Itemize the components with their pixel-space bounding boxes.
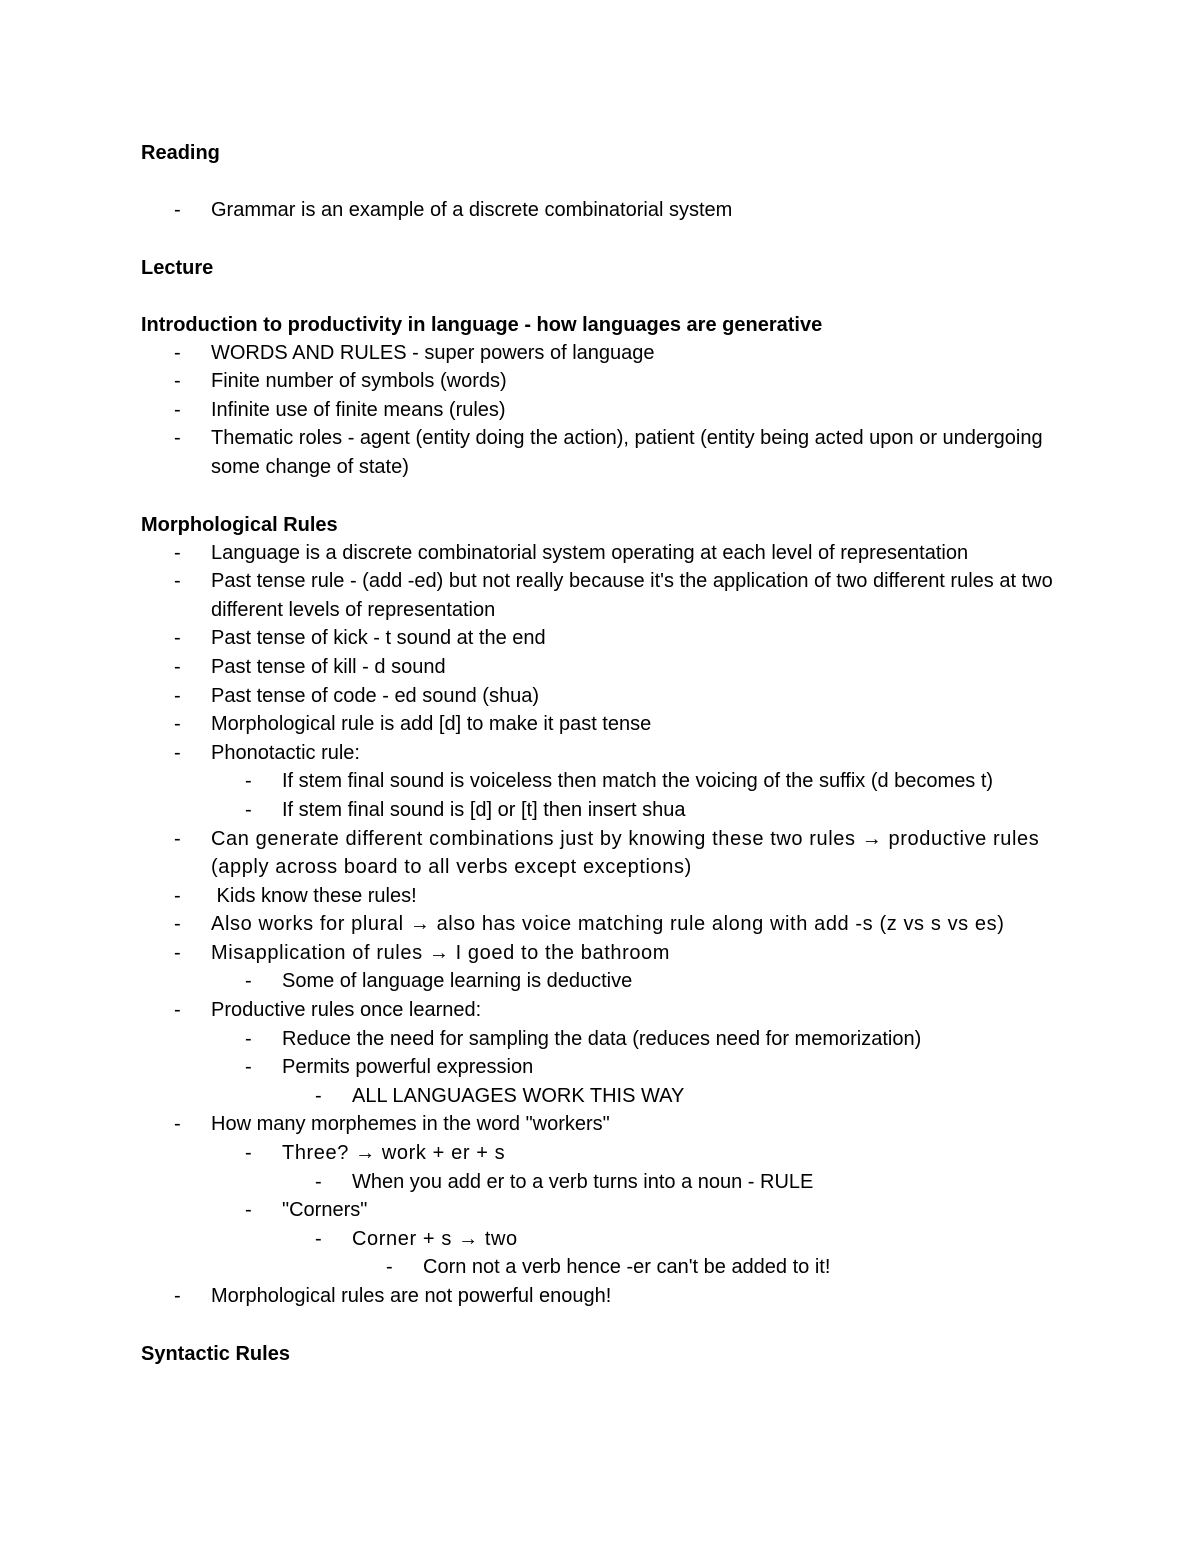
- list-item: - Productive rules once learned:: [174, 999, 482, 1022]
- list-item: - Finite number of symbols (words): [174, 370, 507, 393]
- list-item: - Misapplication of rules → I goed to the bathroom: [174, 941, 671, 964]
- list-item: - Corner + s → two: [315, 1227, 518, 1250]
- list-item: - ALL LANGUAGES WORK THIS WAY: [315, 1084, 685, 1107]
- list-item: - Kids know these rules!: [174, 884, 417, 907]
- heading-intro: Introduction to productivity in language - how languages are generative: [141, 313, 823, 336]
- heading-lecture: Lecture: [141, 256, 214, 279]
- list-item: - If stem final sound is voiceless then match the voicing of the suffix (d becomes t): [245, 770, 994, 793]
- list-item: - Can generate different combinations just by knowing these two rules → productive rules (apply across board to all verbs except exceptions): [174, 827, 1040, 879]
- list-item: - WORDS AND RULES - super powers of language: [174, 341, 655, 364]
- document-page: [141, 139, 1071, 1368]
- list-item: - Thematic roles - agent (entity doing the action), patient (entity being acted upon or undergoing some change of state): [174, 427, 1043, 478]
- list-item: - Phonotactic rule:: [174, 741, 360, 764]
- list-item: - Reduce the need for sampling the data (reduces need for memorization): [245, 1027, 922, 1050]
- list-item: - Three? → work + er + s: [245, 1142, 506, 1165]
- heading-reading: Reading: [141, 142, 220, 164]
- list-item: - Grammar is an example of a discrete combinatorial system: [174, 199, 733, 221]
- list-item: - Past tense rule - (add -ed) but not really because it's the application of two different rules at two different levels of representation: [174, 570, 1053, 621]
- list-item: - "Corners": [245, 1199, 368, 1222]
- heading-syntactic-rules: Syntactic Rules: [141, 1342, 290, 1365]
- list-item: - Infinite use of finite means (rules): [174, 398, 506, 421]
- list-item: - When you add er to a verb turns into a noun - RULE: [315, 1170, 814, 1193]
- list-item: - If stem final sound is [d] or [t] then insert shua: [245, 798, 686, 821]
- heading-morphological-rules: Morphological Rules: [141, 513, 338, 536]
- list-item: - How many morphemes in the word "workers": [174, 1113, 610, 1136]
- list-item: - Language is a discrete combinatorial system operating at each level of representation: [174, 541, 969, 564]
- list-item: - Past tense of kill - d sound: [174, 655, 446, 678]
- list-item: - Also works for plural → also has voice matching rule along with add -s (z vs s vs es): [174, 913, 1005, 936]
- list-item: - Morphological rules are not powerful enough!: [174, 1285, 612, 1307]
- list-item: - Past tense of kick - t sound at the end: [174, 627, 546, 650]
- list-item: - Morphological rule is add [d] to make it past tense: [174, 713, 652, 736]
- list-item: - Some of language learning is deductive: [245, 970, 633, 993]
- list-item: - Corn not a verb hence -er can't be added to it!: [386, 1256, 831, 1279]
- list-item: - Past tense of code - ed sound (shua): [174, 684, 539, 707]
- list-item: - Permits powerful expression: [245, 1056, 534, 1079]
